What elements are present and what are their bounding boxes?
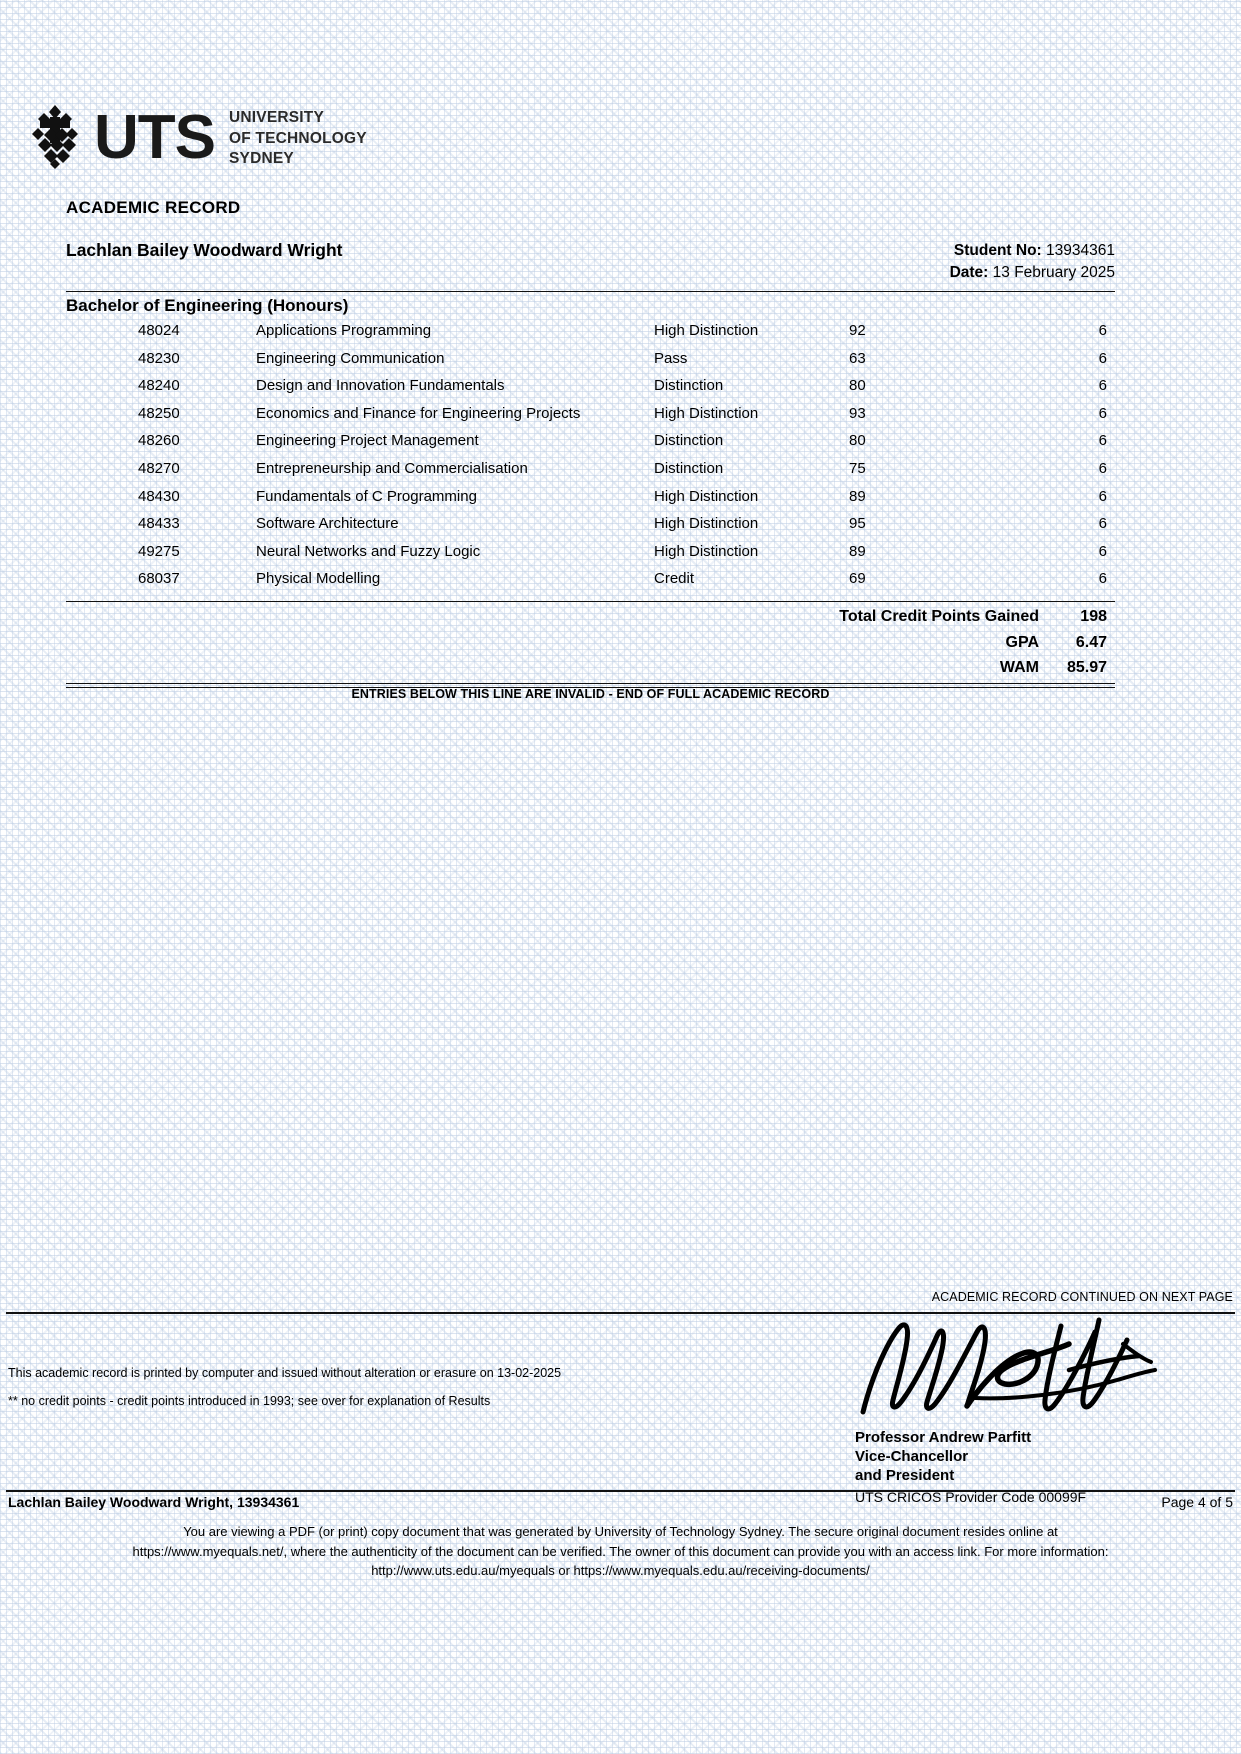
course-title: Bachelor of Engineering (Honours) bbox=[66, 296, 349, 315]
unit-code: 48260 bbox=[138, 432, 180, 450]
table-row bbox=[66, 350, 1115, 378]
unit-mark: 80 bbox=[849, 432, 866, 450]
footer-student-line: Lachlan Bailey Woodward Wright, 13934361 bbox=[8, 1494, 300, 1510]
unit-mark: 92 bbox=[849, 322, 866, 339]
unit-grade: Pass bbox=[654, 349, 688, 367]
unit-credit-points: 6 bbox=[1098, 487, 1107, 505]
unit-results-table bbox=[66, 322, 1115, 598]
unit-code: 48230 bbox=[138, 349, 180, 367]
signatory-name: Professor Andrew Parfitt bbox=[855, 1429, 1032, 1446]
gpa-value: 6.47 bbox=[1075, 633, 1107, 651]
unit-code: 48433 bbox=[138, 515, 180, 533]
wam-value: 85.97 bbox=[1066, 659, 1107, 676]
table-row bbox=[66, 570, 1115, 598]
table-row bbox=[66, 515, 1115, 543]
unit-name: Design and Innovation Fundamentals bbox=[256, 377, 505, 395]
invalid-entries-notice: ENTRIES BELOW THIS LINE ARE INVALID - END OF FULL ACADEMIC RECORD bbox=[351, 687, 830, 701]
totals-divider-upper bbox=[66, 683, 1115, 684]
wam-row bbox=[66, 659, 1115, 685]
unit-code: 48250 bbox=[138, 404, 180, 422]
student-meta bbox=[950, 240, 1115, 284]
unit-credit-points: 6 bbox=[1098, 570, 1107, 588]
unit-name: Fundamentals of C Programming bbox=[256, 487, 477, 505]
unit-name: Software Architecture bbox=[256, 515, 399, 533]
total-credit-points-label: Total Credit Points Gained bbox=[839, 608, 1039, 625]
header-divider bbox=[66, 291, 1115, 292]
table-row bbox=[66, 405, 1115, 433]
unit-mark: 63 bbox=[849, 349, 866, 367]
total-credit-points-value: 198 bbox=[1080, 608, 1107, 625]
unit-mark: 89 bbox=[849, 487, 866, 505]
totals-summary bbox=[66, 608, 1115, 685]
table-row bbox=[66, 322, 1115, 350]
unit-grade: Credit bbox=[654, 570, 695, 588]
student-header bbox=[66, 240, 1115, 284]
signature-block bbox=[855, 1312, 1235, 1506]
unit-credit-points: 6 bbox=[1098, 377, 1107, 395]
page-footer-bar bbox=[8, 1494, 1233, 1510]
table-row bbox=[66, 377, 1115, 405]
student-number-label: Student No: bbox=[953, 242, 1042, 259]
unit-code: 48024 bbox=[138, 322, 180, 339]
page-title: ACADEMIC RECORD bbox=[66, 198, 241, 217]
unit-credit-points: 6 bbox=[1098, 459, 1107, 477]
unit-mark: 93 bbox=[849, 404, 866, 422]
table-row bbox=[66, 460, 1115, 488]
unit-mark: 89 bbox=[849, 542, 866, 560]
table-row bbox=[66, 432, 1115, 460]
unit-name: Engineering Communication bbox=[256, 349, 445, 367]
unit-credit-points: 6 bbox=[1098, 542, 1107, 560]
unit-name: Economics and Finance for Engineering Projects bbox=[256, 404, 581, 422]
gpa-label: GPA bbox=[1005, 633, 1039, 651]
unit-code: 48270 bbox=[138, 459, 180, 477]
page-number: Page 4 of 5 bbox=[1161, 1494, 1233, 1510]
disclaimer-line-1: You are viewing a PDF (or print) copy document that was generated by University of Technology Sydney. The secure original document resides online at bbox=[183, 1524, 1058, 1539]
credit-points-footnote: ** no credit points - credit points introduced in 1993; see over for explanation of Results bbox=[8, 1394, 491, 1408]
uts-logo-line-1: UNIVERSITY bbox=[229, 109, 325, 127]
cricos-provider-code: UTS CRICOS Provider Code 00099F bbox=[855, 1488, 1087, 1505]
signatory-role-line-2: and President bbox=[855, 1467, 955, 1485]
unit-grade: Distinction bbox=[654, 432, 724, 450]
unit-grade: High Distinction bbox=[654, 515, 759, 533]
unit-grade: High Distinction bbox=[654, 322, 759, 339]
student-number-value: 13934361 bbox=[1046, 242, 1115, 259]
uts-logo-line-2: OF TECHNOLOGY bbox=[229, 129, 367, 147]
unit-grade: High Distinction bbox=[654, 487, 759, 505]
unit-credit-points: 6 bbox=[1098, 515, 1107, 533]
unit-mark: 80 bbox=[849, 377, 866, 395]
unit-code: 48240 bbox=[138, 377, 180, 395]
student-name: Lachlan Bailey Woodward Wright bbox=[66, 240, 343, 260]
unit-credit-points: 6 bbox=[1098, 404, 1107, 422]
unit-mark: 69 bbox=[849, 570, 866, 588]
unit-name: Applications Programming bbox=[256, 322, 432, 339]
uts-logo-line-3: SYDNEY bbox=[229, 150, 294, 168]
unit-code: 48430 bbox=[138, 487, 180, 505]
unit-name: Physical Modelling bbox=[256, 570, 381, 588]
unit-credit-points: 6 bbox=[1098, 349, 1107, 367]
uts-logo-wordmark bbox=[229, 106, 367, 169]
pdf-copy-disclaimer bbox=[20, 1522, 1221, 1581]
unit-name: Entrepreneurship and Commercialisation bbox=[256, 459, 528, 477]
unit-grade: Distinction bbox=[654, 377, 724, 395]
gpa-row bbox=[66, 634, 1115, 660]
unit-mark: 95 bbox=[849, 515, 866, 533]
total-credit-points-row bbox=[66, 608, 1115, 634]
wam-label: WAM bbox=[999, 659, 1039, 676]
unit-grade: High Distinction bbox=[654, 404, 759, 422]
uts-logo bbox=[24, 104, 367, 172]
units-divider bbox=[66, 601, 1115, 602]
unit-code: 68037 bbox=[138, 570, 180, 588]
footer-divider-bottom bbox=[6, 1490, 1235, 1492]
signature-image bbox=[855, 1314, 1165, 1424]
unit-mark: 75 bbox=[849, 459, 866, 477]
unit-name: Neural Networks and Fuzzy Logic bbox=[256, 542, 481, 560]
uts-logo-acronym: UTS bbox=[94, 103, 215, 172]
table-row bbox=[66, 488, 1115, 516]
printed-notice: This academic record is printed by computer and issued without alteration or erasure on 13-02-2025 bbox=[8, 1366, 562, 1380]
disclaimer-line-2: https://www.myequals.net/, where the authenticity of the document can be verified. The owner of this document can provide you with an access link. For more information: bbox=[132, 1543, 1109, 1559]
unit-grade: Distinction bbox=[654, 459, 724, 477]
record-date-value: 13 February 2025 bbox=[992, 264, 1115, 281]
unit-code: 49275 bbox=[138, 542, 180, 560]
student-number-row bbox=[950, 240, 1115, 262]
table-row bbox=[66, 543, 1115, 571]
unit-grade: High Distinction bbox=[654, 542, 759, 560]
record-date-row bbox=[950, 262, 1115, 284]
signatory-role-line-1: Vice-Chancellor bbox=[855, 1448, 969, 1466]
unit-name: Engineering Project Management bbox=[256, 432, 479, 450]
record-date-label: Date: bbox=[949, 264, 989, 281]
unit-credit-points: 6 bbox=[1098, 432, 1107, 450]
unit-credit-points: 6 bbox=[1098, 322, 1107, 339]
disclaimer-line-3: http://www.uts.edu.au/myequals or https://www.myequals.edu.au/receiving-documents/ bbox=[371, 1563, 870, 1578]
uts-logo-mark-icon bbox=[24, 104, 86, 172]
continued-next-page-notice: ACADEMIC RECORD CONTINUED ON NEXT PAGE bbox=[931, 1290, 1233, 1304]
